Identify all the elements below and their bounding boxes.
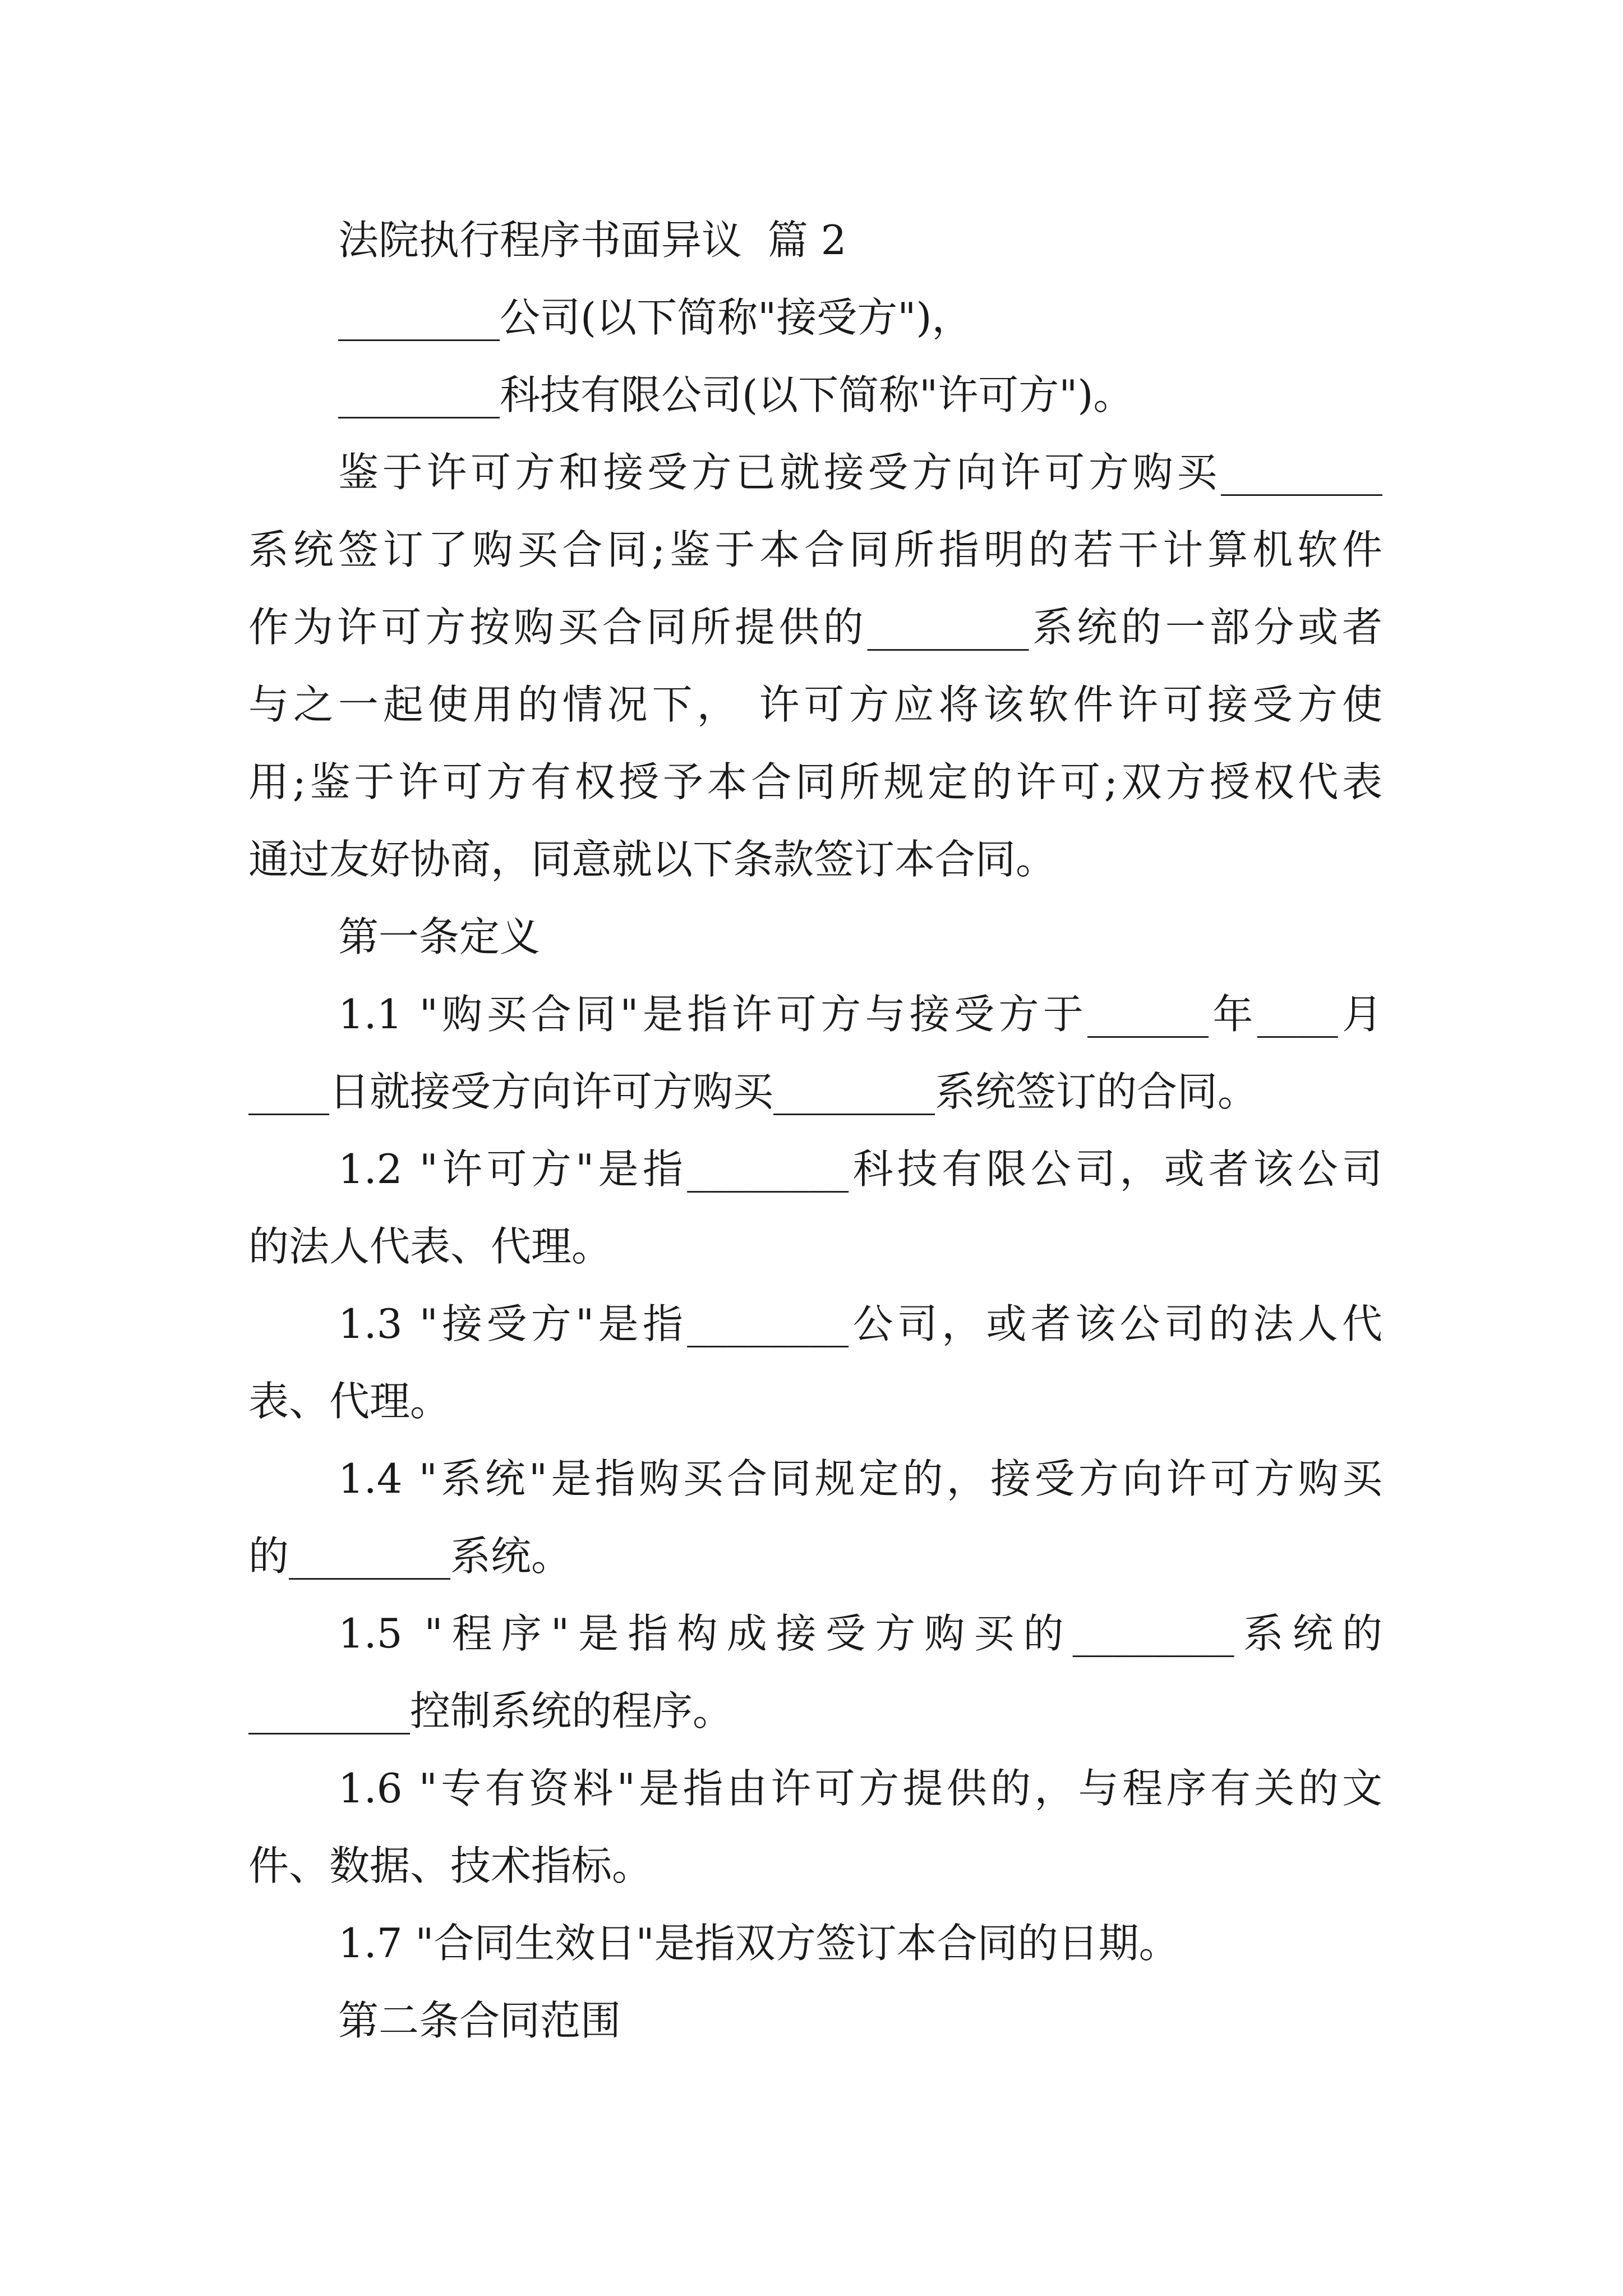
clause-1-2-line-1: 1.2 "许可方"是指________科技有限公司，或者该公司 xyxy=(338,1145,1382,1193)
clause-1-1-line-2: ____日就接受方向许可方购买________系统签订的合同。 xyxy=(248,1068,1258,1115)
clause-1-7-line-1: 1.7 "合同生效日"是指双方签订本合同的日期。 xyxy=(338,1920,1179,1967)
clause-1-4-line-2: 的________系统。 xyxy=(248,1533,572,1580)
clause-1-4-line-1: 1.4 "系统"是指购买合同规定的，接受方向许可方购买 xyxy=(338,1455,1382,1502)
party-recipient-line: ________公司(以下简称"接受方")， xyxy=(338,294,972,341)
clause-1-6-line-1: 1.6 "专有资料"是指由许可方提供的，与程序有关的文 xyxy=(338,1765,1382,1812)
clause-1-6-line-2: 件、数据、技术指标。 xyxy=(248,1842,653,1889)
clause-1-3-line-2: 表、代理。 xyxy=(248,1378,451,1425)
party-licensor-line: ________科技有限公司(以下简称"许可方")。 xyxy=(338,371,1134,418)
document-heading: 法院执行程序书面异议 篇 2 xyxy=(338,217,847,264)
clause-1-5-line-1: 1.5 "程序"是指构成接受方购买的________系统的 xyxy=(338,1610,1382,1657)
article-1-heading: 第一条定义 xyxy=(338,913,541,960)
recital-line-5: 用;鉴于许可方有权授予本合同所规定的许可;双方授权代表 xyxy=(248,758,1382,806)
article-2-heading: 第二条合同范围 xyxy=(338,1997,621,2044)
recital-line-1: 鉴于许可方和接受方已就接受方向许可方购买________ xyxy=(338,449,1382,496)
recital-line-2: 系统签订了购买合同;鉴于本合同所指明的若干计算机软件 xyxy=(248,526,1382,573)
clause-1-5-line-2: ________控制系统的程序。 xyxy=(248,1687,734,1734)
recital-line-4: 与之一起使用的情况下， 许可方应将该软件许可接受方使 xyxy=(248,681,1382,728)
clause-1-2-line-2: 的法人代表、代理。 xyxy=(248,1223,612,1270)
recital-line-3: 作为许可方按购买合同所提供的________系统的一部分或者 xyxy=(248,604,1382,651)
recital-line-6: 通过友好协商，同意就以下条款签订本合同。 xyxy=(248,836,1057,883)
clause-1-1-line-1: 1.1 "购买合同"是指许可方与接受方于______年____月 xyxy=(338,991,1382,1038)
clause-1-3-line-1: 1.3 "接受方"是指________公司，或者该公司的法人代 xyxy=(338,1300,1382,1347)
